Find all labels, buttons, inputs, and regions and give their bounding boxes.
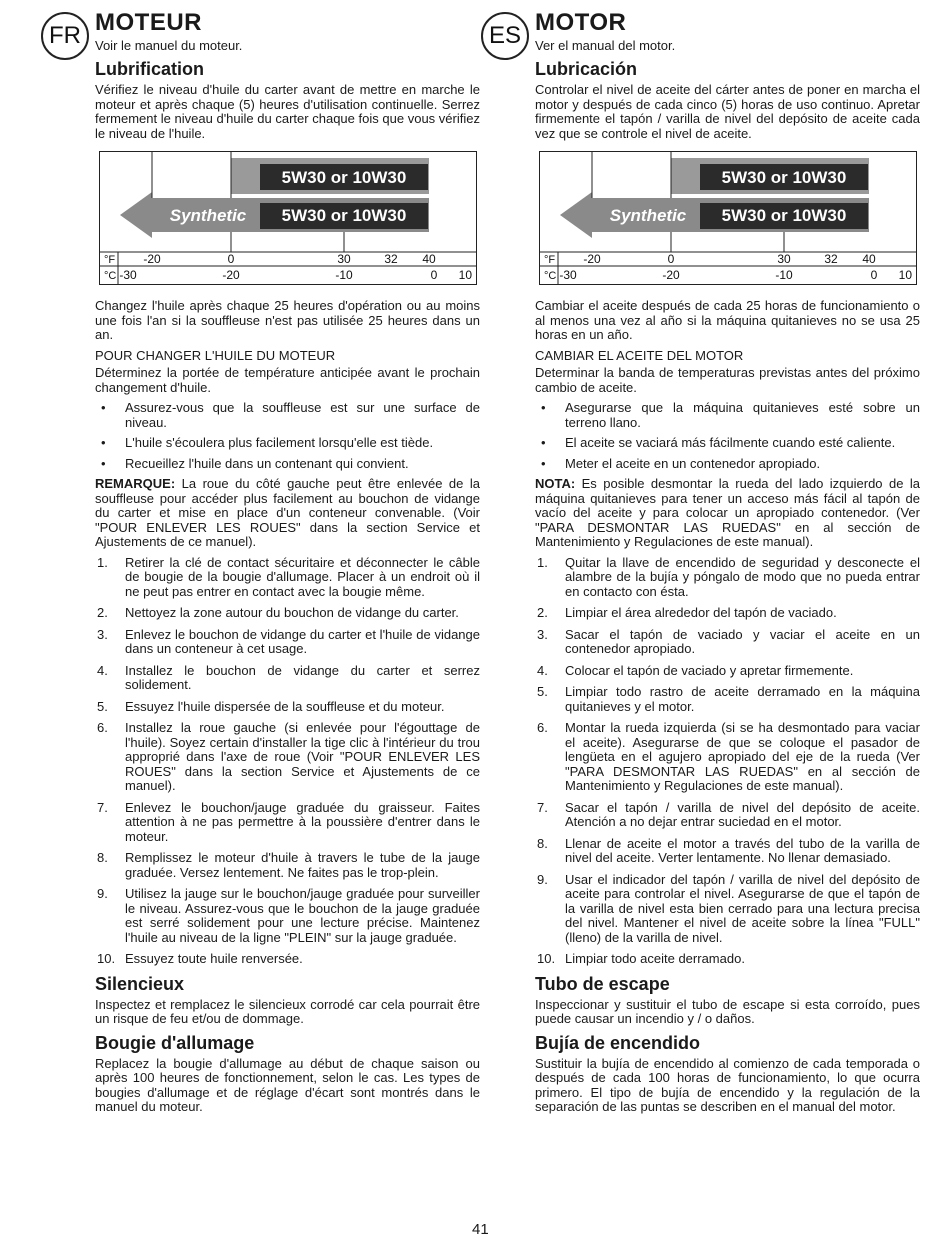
c-unit-label: °C <box>544 270 557 282</box>
note-paragraph <box>95 477 480 550</box>
f-tick-label: 40 <box>422 252 436 266</box>
language-badge-es: ES <box>481 12 529 60</box>
f-scale <box>104 252 436 266</box>
change-oil-caps: POUR CHANGER L'HUILE DU MOTEUR <box>95 347 336 363</box>
section-subtitle: Voir le manuel du moteur. <box>95 38 243 53</box>
step-item: 1. Retirer la clé de contact sécuritaire et déconnecter le câble de bougie de la bougie d'allumage. Placer à un endroit où il ne peut pas entrer en contact avec la bougie même. <box>97 554 480 599</box>
step-item: 5. Limpiar todo rastro de aceite derramado en la máquina quitanieves y el motor. <box>537 684 920 714</box>
bullet-list <box>535 401 920 471</box>
step-item: 7. Sacar el tapón / varilla de nivel del depósito de aceite. Atención a no dejar entrar suciedad en el motor. <box>537 799 920 829</box>
muffler-heading: Silencieux <box>95 973 185 994</box>
list-item: • L'huile s'écoulera plus facilement lorsqu'elle est tiède. <box>101 435 434 450</box>
f-tick-label: -20 <box>583 252 601 266</box>
c-scale <box>544 268 912 282</box>
section-title: MOTOR <box>535 9 627 36</box>
step-item: 6. Montar la rueda izquierda (si se ha desmontado para vaciar el aceite). Asegurarse de que se coloque el pasador de lengüeta en el agujero apropiado del eje de la rueda (Ver "PARA DESMONTAR LAS RUEDAS" en al sección de Mantenimiento y Regulaciones de este manual). <box>537 720 920 793</box>
note-text: La roue du côté gauche peut être enlevée de la souffleuse pour accéder plus facilement au bouchon de vidange du carter et mise en place d'un conteneur convenable. (Voir "POUR ENLEVER LES ROUES" dans la section Service et Ajustements de ce manuel). <box>95 476 480 549</box>
language-badge-fr: FR <box>41 12 89 60</box>
step-item: 8. Llenar de aceite el motor a través del tubo de la varilla de nivel del aceite. Verter lentamente. No llenar demasiado. <box>537 835 920 865</box>
c-tick-label: -30 <box>559 268 577 282</box>
step-item: 3. Enlevez le bouchon de vidange du carter et l'huile de vidange dans un conteneur à cet usage. <box>97 626 480 656</box>
bullet-list <box>95 401 480 471</box>
f-tick-label: 0 <box>227 252 235 266</box>
arrow-label-synthetic: Synthetic <box>609 206 687 225</box>
arrow-label-oil: 5W30 or 10W30 <box>281 206 407 225</box>
spark-plug-heading: Bujía de encendido <box>535 1032 701 1053</box>
c-scale <box>104 268 472 282</box>
oil-change-interval: Cambiar el aceite después de cada 25 horas de funcionamiento o al menos una vez al año si la máquina quitanieves no se usa 25 horas en un año. <box>535 298 920 342</box>
c-tick-label: -10 <box>335 268 353 282</box>
steps-list <box>95 556 480 967</box>
step-item: 8. Remplissez le moteur d'huile à travers le tube de la jauge graduée. Versez lentement. Ne faites pas le trop-plein. <box>97 850 480 880</box>
step-item: 6. Installez la roue gauche (si enlevée pour l'égouttage de l'huile). Soyez certain d'installer la tige clic à l'intérieur du trou approprié dans l'axe de roue (Voir "POUR ENLEVER LES ROUES" dans la section Service et Ajustements de ce manuel). <box>97 720 480 793</box>
steps-list <box>535 556 920 967</box>
f-unit-label: °F <box>104 254 116 266</box>
step-item: 1. Quitar la llave de encendido de seguridad y desconecte el alambre de la bujía y póngalo de modo que no pueda entrar en contacto con ésta. <box>537 554 920 599</box>
step-item: 2. Limpiar el área alrededor del tapón de vaciado. <box>537 605 837 620</box>
column-french <box>95 8 480 1121</box>
spark-plug-heading: Bougie d'allumage <box>95 1032 255 1053</box>
c-tick-label: -30 <box>119 268 137 282</box>
top-band-label: 5W30 or 10W30 <box>281 168 407 187</box>
exhaust-text: Inspeccionar y sustituir el tubo de escape si esta corroído, pues puede causar un incendio y / o daños. <box>535 996 920 1026</box>
lubrication-heading: Lubrification <box>95 59 204 79</box>
step-item: 10. Essuyez toute huile renversée. <box>97 951 303 966</box>
step-item: 9. Utilisez la jauge sur le bouchon/jauge graduée pour surveiller le niveau. Assurez-vous que le bouchon de la jauge graduée est serré solidement pour une lecture précise. Maintenez l'huile au niveau de la ligne "PLEIN" sur la jauge graduée. <box>97 886 480 945</box>
oil-temperature-chart <box>539 151 917 285</box>
step-item: 7. Enlevez le bouchon/jauge graduée du graisseur. Faites attention à ne pas permettre à la poussière d'entrer dans le moteur. <box>97 799 480 844</box>
oil-chart-svg <box>540 152 916 284</box>
step-item: 4. Colocar el tapón de vaciado y apretar firmemente. <box>537 662 854 678</box>
f-scale <box>544 252 876 266</box>
f-tick-label: 0 <box>667 252 675 266</box>
c-tick-label: 0 <box>430 268 438 282</box>
arrow-label-oil: 5W30 or 10W30 <box>721 206 847 225</box>
f-tick-label: 30 <box>777 252 791 266</box>
oil-change-interval: Changez l'huile après chaque 25 heures d'opération ou au moins une fois l'an si la souffleuse n'est pas utilisée 25 heures dans un an. <box>95 298 480 342</box>
muffler-text: Inspectez et remplacez le silencieux corrodé car cela pourrait être un risque de feu et/ou de dommage. <box>95 996 480 1026</box>
determine-temp: Determinar la banda de temperaturas previstas antes del próximo cambio de aceite. <box>535 365 920 395</box>
oil-chart-svg <box>100 152 476 284</box>
f-unit-label: °F <box>544 254 556 266</box>
c-tick-label: -20 <box>222 268 240 282</box>
list-item: • Recueillez l'huile dans un contenant qui convient. <box>101 455 409 471</box>
determine-temp: Déterminez la portée de température anticipée avant le prochain changement d'huile. <box>95 365 480 395</box>
step-item: 9. Usar el indicador del tapón / varilla de nivel del depósito de aceite para controlar el nivel. Asegurarse de que el tapón de la varilla de nivel esta bien cerrado para una lectura precisa del nivel. Mantener el nivel de aceite sobre la línea "FULL" (lleno) de la varilla de nivel. <box>537 871 920 945</box>
f-tick-label: 40 <box>862 252 876 266</box>
page-number: 41 <box>472 1221 489 1238</box>
c-tick-label: -20 <box>662 268 680 282</box>
step-item: 2. Nettoyez la zone autour du bouchon de vidange du carter. <box>97 605 459 620</box>
section-subtitle: Ver el manual del motor. <box>535 38 676 53</box>
arrow-label-synthetic: Synthetic <box>169 206 247 225</box>
top-band-label: 5W30 or 10W30 <box>721 168 847 187</box>
change-oil-caps: CAMBIAR EL ACEITE DEL MOTOR <box>535 347 744 363</box>
exhaust-heading: Tubo de escape <box>535 973 670 994</box>
lubrication-intro: Vérifiez le niveau d'huile du carter avant de mettre en marche le moteur et après chaque (5) heures d'utilisation continuelle. Serrez fermement le niveau d'huile du carter chaque fois que vous vérifiez le niveau de l'huile. <box>95 82 480 141</box>
section-title: MOTEUR <box>95 9 202 36</box>
spark-plug-text: Replacez la bougie d'allumage au début de chaque saison ou après 100 heures de fonctionnement, selon le cas. Les types de bougies d'allumage et de réglage d'écart sont montrés dans le manuel du moteur. <box>95 1055 480 1114</box>
spark-plug-text: Sustituir la bujía de encendido al comienzo de cada temporada o después de cada 100 horas de funcionamiento, lo que ocurra primero. El tipo de bujía de encendido y la regulación de la separación de las puntas se describen en el manual del motor. <box>535 1055 920 1114</box>
step-item: 3. Sacar el tapón de vaciado y vaciar el aceite en un contenedor apropiado. <box>537 626 920 656</box>
list-item: • Asegurarse que la máquina quitanieves esté sobre un terreno llano. <box>541 400 920 430</box>
note-label: REMARQUE: <box>95 476 176 491</box>
f-tick-label: 30 <box>337 252 351 266</box>
oil-temperature-chart <box>99 151 477 285</box>
step-item: 5. Essuyez l'huile dispersée de la souffleuse et du moteur. <box>97 698 445 714</box>
c-tick-label: 10 <box>898 268 912 282</box>
lubrication-intro: Controlar el nivel de aceite del cárter antes de poner en marcha el motor y después de cada cinco (5) horas de uso continuo. Apretar firmemente el tapón / varilla de nivel del depósito de aceite cada vez que se controle el nivel de aceite. <box>535 82 920 141</box>
f-tick-label: -20 <box>143 252 161 266</box>
note-label: NOTA: <box>535 476 576 491</box>
c-tick-label: 0 <box>870 268 878 282</box>
note-paragraph <box>535 477 920 550</box>
list-item: • Meter el aceite en un contenedor apropiado. <box>541 455 821 471</box>
list-item: • El aceite se vaciará más fácilmente cuando esté caliente. <box>541 435 896 450</box>
c-unit-label: °C <box>104 270 117 282</box>
column-spanish <box>535 8 920 1121</box>
c-tick-label: -10 <box>775 268 793 282</box>
step-item: 10. Limpiar todo aceite derramado. <box>537 951 745 966</box>
note-text: Es posible desmontar la rueda del lado izquierdo de la máquina quitanieves para tener un acceso más fácil al tapón de vacío del aceite y para colocar un apropiado contenedor. (Ver "PARA DESMONTAR LAS RUEDAS" en al sección de Mantenimiento y Regulaciones de este manual). <box>535 476 920 549</box>
f-tick-label: 32 <box>824 252 838 266</box>
c-tick-label: 10 <box>458 268 472 282</box>
list-item: • Assurez-vous que la souffleuse est sur une surface de niveau. <box>101 400 480 430</box>
lubrication-heading: Lubricación <box>535 59 638 79</box>
step-item: 4. Installez le bouchon de vidange du carter et serrez solidement. <box>97 662 480 692</box>
f-tick-label: 32 <box>384 252 398 266</box>
